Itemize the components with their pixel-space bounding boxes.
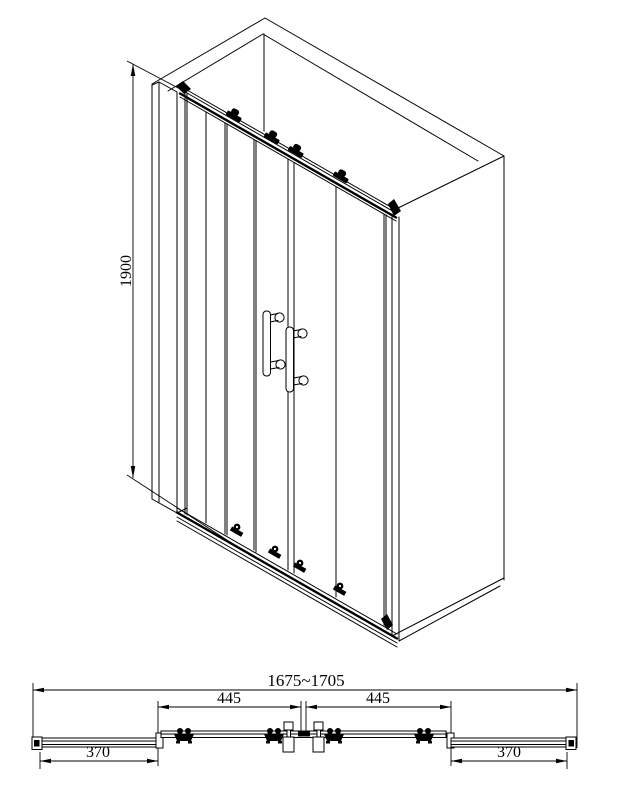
frame-soffit-front-edge: [263, 34, 478, 161]
overall-width-label: 1675~1705: [267, 671, 345, 690]
arrow-up: [131, 64, 136, 76]
bottom-track-line-3: [177, 521, 397, 647]
plan-roller-4: [414, 728, 434, 744]
door-right-width-label: 445: [366, 690, 390, 707]
track-assembly: [32, 722, 576, 752]
top-track: [180, 86, 401, 221]
frame-top-face-back-edge: [265, 18, 504, 156]
arrow-down: [131, 466, 136, 478]
right-door-handle: [286, 327, 308, 392]
left-wall-profile: [152, 81, 191, 515]
arrow-right: [440, 705, 451, 709]
door-left-width-label: 445: [217, 690, 241, 707]
frame-right-top-edge: [394, 156, 504, 210]
arrow-left: [40, 759, 51, 763]
dimension-door-left: [158, 690, 301, 766]
arrow-left: [451, 759, 462, 763]
arrow-left: [158, 705, 169, 709]
frame-top-face-left-edge: [152, 18, 265, 84]
top-roller-4: [333, 167, 352, 184]
bottom-track-rail: [177, 513, 397, 639]
arrow-right: [147, 759, 158, 763]
plan-roller-3: [324, 728, 344, 744]
bottom-roller-1: [230, 524, 244, 537]
left-handle-bar: [263, 311, 271, 376]
height-dimension-label: 1900: [118, 255, 135, 287]
plan-left-handle: [283, 722, 294, 752]
arrow-right: [290, 705, 301, 709]
dimension-side-left: [40, 744, 158, 769]
arrow-left: [33, 688, 44, 692]
height-ext-line-bottom: [127, 475, 253, 557]
door-handles: [263, 311, 308, 392]
pillar-bottom-edge: [152, 499, 177, 513]
left-door-handle: [263, 311, 285, 376]
arrow-left: [306, 705, 317, 709]
column-bottom-inner-edge: [399, 586, 500, 641]
plan-right-handle: [313, 722, 324, 752]
bottom-track-end-bracket: [381, 614, 393, 630]
bottom-track-line-1: [177, 508, 397, 634]
plan-view: [32, 671, 577, 769]
center-stop: [298, 731, 310, 737]
bottom-roller-3: [293, 560, 307, 573]
arrow-right: [566, 688, 577, 692]
dimension-side-right: [451, 744, 567, 769]
side-right-width-label: 370: [497, 744, 521, 761]
arrow-right: [556, 759, 567, 763]
bottom-roller-2: [268, 546, 282, 559]
right-handle-bar: [286, 327, 294, 392]
dimension-door-right: [306, 690, 451, 766]
bottom-track-line-2: [177, 517, 397, 643]
bottom-roller-4: [333, 583, 347, 596]
isometric-view: [118, 18, 504, 647]
plan-roller-1: [174, 728, 194, 744]
side-left-width-label: 370: [86, 744, 110, 761]
column-bottom-edge: [392, 578, 504, 636]
plan-roller-2: [264, 728, 284, 744]
height-ext-line-top: [127, 61, 182, 90]
